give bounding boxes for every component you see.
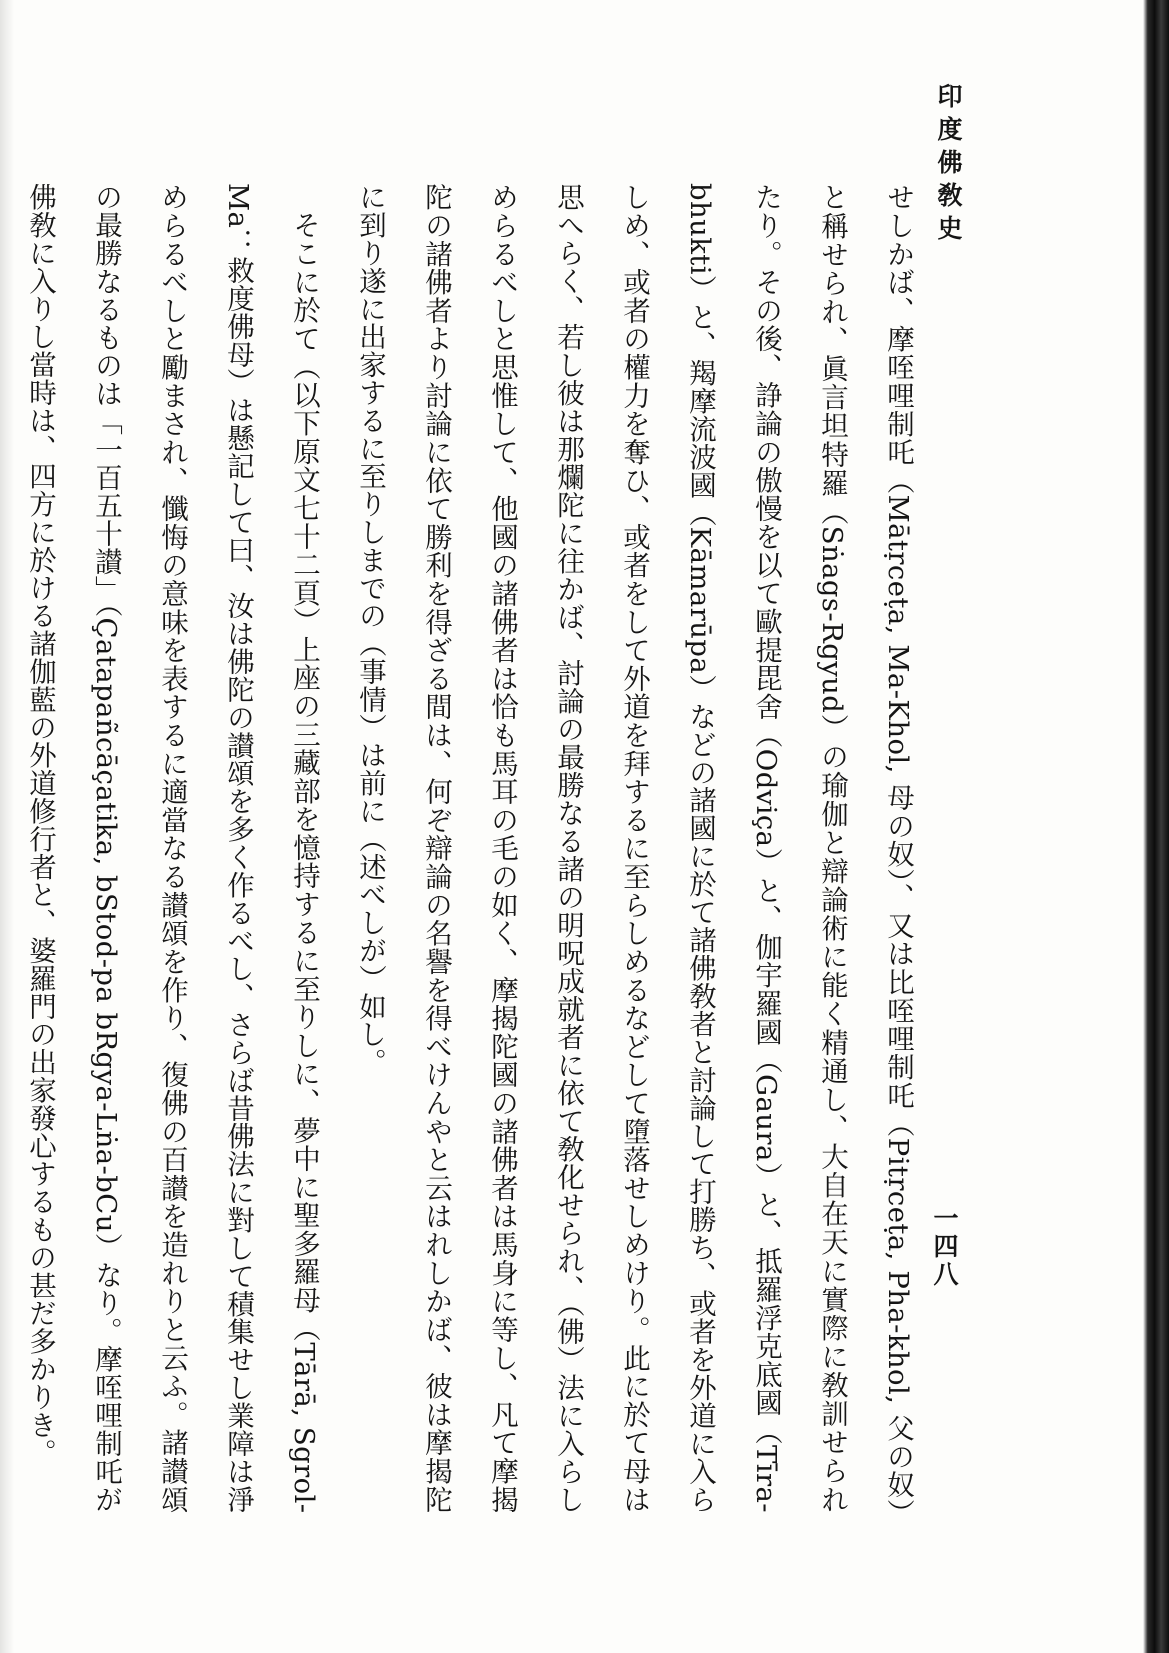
paragraph-3 [0,183,7,1513]
paragraph-1: せしかば、摩咥哩制吒（Mātṛceṭa, Ma-Khol, 母の奴）、又は比咥哩制吒（Pitṛceṭa, Pha-khol, 父の奴）と稱せられ、眞言坦特羅（Sṅags-Rgyud）の瑜伽と辯論術に能く精通し、大自在天に實際に敎訓せられたり。その後、諍論の傲慢を以て歐提毘舍（Odviça）と、伽宇羅國（Gaura）と、抵羅浮克底國（Tīra-bhukti）と、羯摩流波國（Kāmarūpa）などの諸國に於て諸佛敎者と討論して打勝ち、或者を外道に入らしめ、或者の權力を奪ひ、或者をして外道を拜するに至らしめるなどして墮落せしめけり。此に於て母は思へらく、若し彼は那爛陀に往かば、討論の最勝なる諸の明呪成就者に依て敎化せられ、（佛）法に入らしめらるべしと思惟して、他國の諸佛者は恰も馬耳の毛の如く、摩揭陀國の諸佛者は馬身に等し、凡て摩揭陀の諸佛者より討論に依て勝利を得ざる間は、何ぞ辯論の名譽を得べけんやと云はれしかば、彼は摩揭陀に到り遂に出家するに至りしまでの（事情）は前に（述べしが）如し。 [354,183,914,1513]
book-spine-shadow [1143,0,1169,1653]
page-number: 一四八 [930,1205,959,1289]
body-text [24,183,931,1513]
paragraph-2: そこに於て（以下原文七十二頁）上座の三藏部を憶持するに至りしに、夢中に聖多羅母（Tārā, Sgrol-Ma：救度佛母）は懸記して曰、汝は佛陀の讃頌を多く作るべし、さらば昔佛法に對して積集せし業障は淨めらるべしと勵まされ、懺悔の意味を表するに適當なる讃頌を作り、復佛の百讃を造れりと云ふ。諸讃頌の最勝なるものは「一百五十讃」（Çatapañcāçatika, bStod-pa bRgya-Lṅa-bCu）なり。摩咥哩制吒が佛敎に入りし當時は、四方に於ける諸伽藍の外道修行者と、婆羅門の出家發心するもの甚だ多かりき。 [24,183,320,1513]
running-header-title: 印度佛敎史 [934,83,963,248]
